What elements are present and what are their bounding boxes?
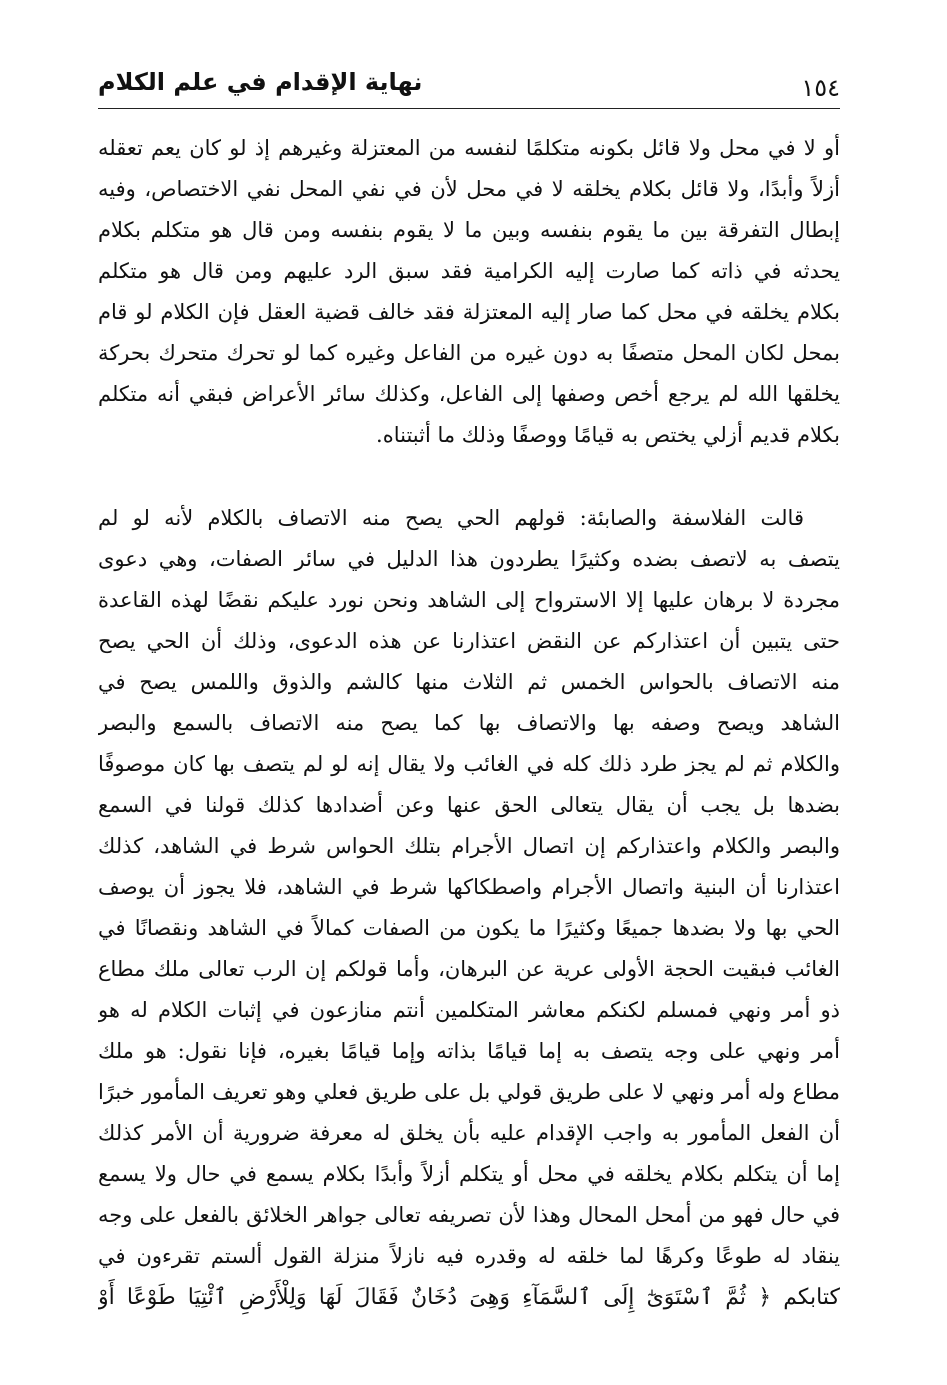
paragraph-spacer bbox=[98, 456, 840, 498]
text-line: اعتذارنا أن البنية واتصال الأجرام واصطكاكها شرط في الشاهد، فلا يجوز أن يوصف bbox=[98, 875, 840, 899]
text-line: يخلقها الله لم يرجع أخص وصفها إلى الفاعل، وكذلك سائر الأعراض فبقي أنه متكلم bbox=[98, 382, 840, 406]
header-divider bbox=[98, 108, 840, 109]
paragraph-2 bbox=[98, 498, 840, 1318]
text-line: ينقاد له طوعًا وكرهًا لما خلقه له وقدره فيه نازلاً منزلة القول ألستم تقرءون في bbox=[98, 1244, 840, 1268]
text-line: أن الفعل المأمور به واجب الإقدام عليه بأن يخلق له معرفة ضرورية أن الأمر كذلك bbox=[98, 1121, 840, 1145]
text-line: أو لا في محل ولا قائل بكونه متكلمًا لنفسه من المعتزلة وغيرهم إذ لو كان يعم تعقله bbox=[98, 136, 840, 160]
text-line: والكلام ثم لم يجز طرد ذلك كله في الغائب ولا يقال إنه لو لم يتصف بها كان موصوفًا bbox=[98, 752, 840, 776]
text-line: ذو أمر ونهي فمسلم لكنكم معاشر المتكلمين أنتم منازعون في إثبات الكلام له هو bbox=[98, 998, 840, 1022]
text-line: منه الاتصاف بالحواس الخمس ثم الثلاث منها كالشم والذوق واللمس يصح في bbox=[98, 670, 840, 694]
book-title: نهاية الإقدام في علم الكلام bbox=[98, 68, 423, 96]
text-line: بكلام قديم أزلي يختص به قيامًا ووصفًا وذلك ما أثبتناه. bbox=[376, 423, 840, 447]
text-line: الغائب فبقيت الحجة الأولى عرية عن البرهان، وأما قولكم إن الرب تعالى ملك مطاع bbox=[98, 957, 840, 981]
text-line: أزلاً وأبدًا، ولا قائل بكلام يخلقه لا في محل لأن في نفي المحل نفي الاختصاص، وفيه bbox=[98, 177, 840, 201]
paragraph-1 bbox=[98, 128, 840, 456]
text-line: قالت الفلاسفة والصابئة: قولهم الحي يصح منه الاتصاف بالكلام لأنه لو لم bbox=[98, 506, 804, 530]
text-line: يحدثه في ذاته كما صارت إليه الكرامية فقد سبق الرد عليهم ومن قال هو متكلم bbox=[98, 259, 840, 283]
text-line: بمحل لكان المحل متصفًا به دون غيره من الفاعل وغيره كما لو تحرك متحرك بحركة bbox=[98, 341, 840, 365]
page-header bbox=[98, 60, 840, 110]
text-line: مجردة لا برهان عليها إلا الاسترواح إلى الشاهد ونحن نورد عليكم نقضًا لهذه القاعدة bbox=[98, 588, 840, 612]
text-line: مطاع وله أمر ونهي لا على طريق قولي بل على طريق فعلي وهو تعريف المأمور خبرًا bbox=[98, 1080, 840, 1104]
text-line: يتصف به لاتصف بضده وكثيرًا يطردون هذا الدليل في سائر الصفات، وهي دعوى bbox=[98, 547, 840, 571]
text-line: إما أن يتكلم بكلام يخلقه في محل أو يتكلم أزلاً وأبدًا بكلام يسمع في حال ولا يسمع bbox=[98, 1162, 840, 1186]
text-line: إبطال التفرقة بين ما يقوم بنفسه وبين ما لا يقوم بنفسه ومن قال هو متكلم بكلام bbox=[98, 218, 840, 242]
quran-verse-line: كتابكم ﴿ ثُمَّ ٱسْتَوَىٰٓ إِلَى ٱلسَّمَآءِ وَهِىَ دُخَانٌ فَقَالَ لَهَا وَلِلْأَرْضِ ٱئْتِيَا طَوْعًا أَوْ bbox=[98, 1285, 840, 1310]
text-line: بكلام يخلقه في محل كما صار إليه المعتزلة فقد خالف قضية العقل فإن الكلام لو قام bbox=[98, 300, 840, 324]
body-text bbox=[98, 128, 840, 1318]
text-line: حتى يتبين أن اعتذاركم عن النقض اعتذارنا عن هذه الدعوى، وذلك أن الحي يصح bbox=[98, 629, 840, 653]
text-line: الشاهد ويصح وصفه بها والاتصاف بها كما يصح منه الاتصاف بالسمع والبصر bbox=[98, 711, 840, 735]
page-number: ١٥٤ bbox=[801, 74, 840, 102]
text-line: الحي بها ولا بضدها جميعًا وكثيرًا ما يكون من الصفات كمالاً في الشاهد ونقصانًا في bbox=[98, 916, 840, 940]
text-line: أمر ونهي على وجه يتصف به إما قيامًا بذاته وإما قيامًا بغيره، فإنا نقول: هو ملك bbox=[98, 1039, 840, 1063]
text-line: بضدها بل يجب أن يقال يتعالى الحق عنها وعن أضدادها كذلك قولنا في السمع bbox=[98, 793, 840, 817]
text-line: والبصر والكلام واعتذاركم إن اتصال الأجرام بتلك الحواس شرط في الشاهد، كذلك bbox=[98, 834, 840, 858]
text-line: في حال فهو من أمحل المحال وهذا لأن تصريفه تعالى جواهر الخلائق بالفعل على وجه bbox=[98, 1203, 840, 1227]
